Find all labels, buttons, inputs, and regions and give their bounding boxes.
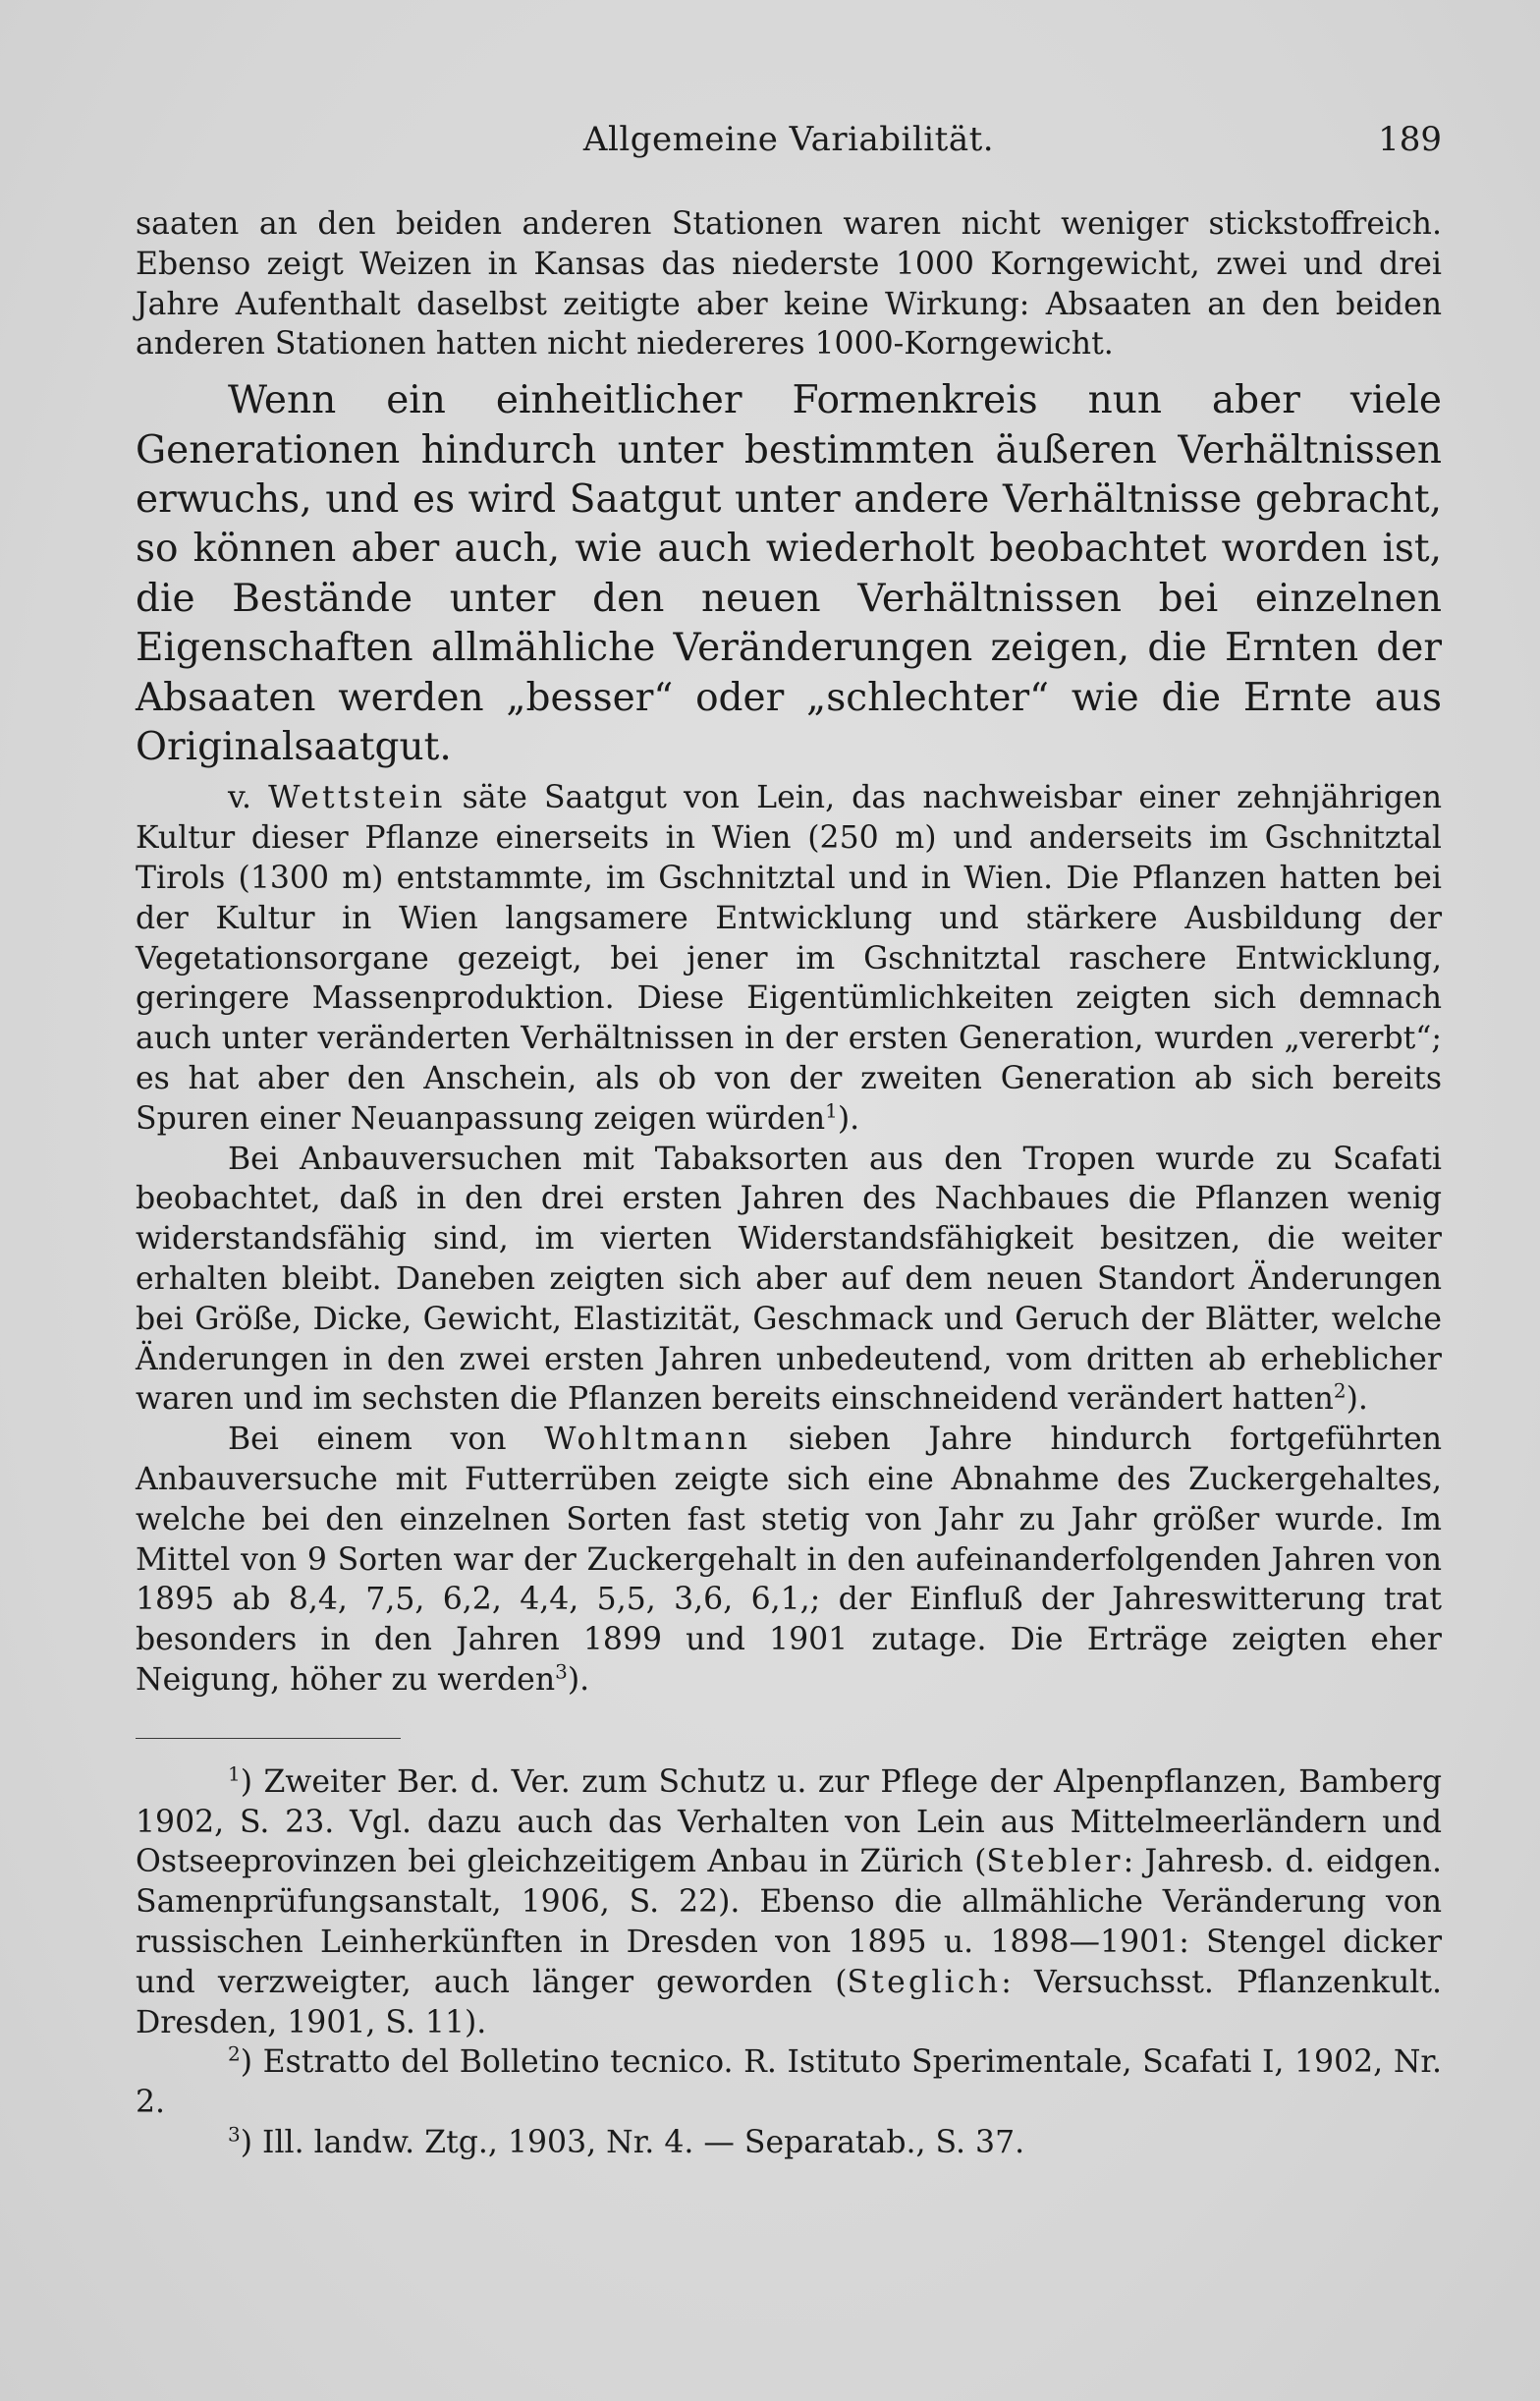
footnote-text: ) Estratto del Bolletino tecnico. R. Istituto Sperimentale, Scafati I, 1902, Nr. 2.	[136, 2044, 1442, 2121]
paragraph-prefix: v.	[228, 780, 252, 816]
author-name-wettstein: Wettstein	[268, 780, 446, 816]
paragraph-end: ).	[567, 1661, 590, 1698]
paragraph-wohltmann	[136, 1420, 1442, 1701]
paragraph-end: ).	[1346, 1381, 1368, 1418]
footnote-text: : Versuchsst. Pflanzenkult. Dresden, 1901, S. 11).	[136, 1964, 1442, 2040]
paragraph-tabak	[136, 1140, 1442, 1421]
page-content	[136, 116, 1442, 2163]
paragraph-text: Bei Anbauversuchen mit Tabaksorten aus den Tropen wurde zu Scafati beobachtet, daß in den drei ersten Jahren des Nachbaues die Pflanzen wenig widerstandsfähig sind, im vierten Widerstandsfähigkeit besitzen, die weiter erhalten bleibt. Daneben zeigten sich aber auf dem neuen Standort Änderungen bei Größe, Dicke, Gewicht, Elastizität, Geschmack und Geruch der Blätter, welche Änderungen in den zwei ersten Jahren unbedeutend, vom dritten ab erheblicher waren und im sechsten die Pflanzen bereits einschneidend verändert hatten	[136, 1141, 1442, 1418]
running-title: Allgemeine Variabilität.	[582, 120, 995, 159]
paragraph-text: säte Saatgut von Lein, das nachweisbar einer zehnjährigen Kultur dieser Pflanze einerseits in Wien (250 m) und anderseits im Gschnitztal Tirols (1300 m) entstammte, im Gschnitztal und in Wien. Die Pflanzen hatten bei der Kultur in Wien langsamere Entwicklung und stärkere Ausbildung der Vegetationsorgane gezeigt, bei jener im Gschnitztal raschere Entwicklung, geringere Massenproduktion. Diese Eigentümlichkeiten zeigten sich demnach auch unter veränderten Verhältnissen in der ersten Generation, wurden „vererbt“; es hat aber den Anschein, als ob von der zweiten Generation ab sich bereits Spuren einer Neuanpassung zeigen würden	[136, 780, 1442, 1137]
paragraph-text: sieben Jahre hindurch fortgeführten Anbauversuche mit Futterrüben zeigte sich eine Abnahme des Zuckergehaltes, welche bei den einzelnen Sorten fast stetig von Jahr zu Jahr größer wurde. Im Mittel von 9 Sorten war der Zuckergehalt in den aufeinanderfolgenden Jahren von 1895 ab 8,4, 7,5, 6,2, 4,4, 5,5, 3,6, 6,1,; der Einfluß der Jahreswitterung trat besonders in den Jahren 1899 und 1901 zutage. Die Erträge zeigten eher Neigung, höher zu werden	[136, 1422, 1442, 1698]
footnote-marker-3: 3	[228, 2122, 241, 2147]
footnote-reference-2[interactable]: 2	[1333, 1378, 1347, 1403]
paragraph-main: Wenn ein einheitlicher Formenkreis nun aber viele Generationen hindurch unter bestimmten äußeren Verhältnissen erwuchs, und es wird Saatgut unter andere Verhältnisse gebracht, so können aber auch, wie auch wiederholt beobachtet worden ist, die Bestände unter den neuen Verhältnissen bei einzelnen Eigenschaften allmähliche Veränderungen zeigen, die Ernten der Absaaten werden „besser“ oder „schlechter“ wie die Ernte aus Originalsaatgut.	[136, 378, 1442, 770]
author-name-wohltmann: Wohltmann	[544, 1422, 751, 1458]
footnote-text: ) Zweiter Ber. d. Ver. zum Schutz u. zur Pflege der Alpenpflanzen, Bamberg 1902, S. 23. Vgl. dazu auch das Verhalten von Lein aus Mittelmeerländern und Ostseeprovinzen bei gleichzeitigem Anbau in Zürich (	[136, 1763, 1442, 1880]
paragraph-end: ).	[837, 1100, 860, 1137]
paragraph-continuation: saaten an den beiden anderen Stationen waren nicht weniger stickstoffreich. Ebenso zeigt Weizen in Kansas das niederste 1000 Korngewicht, zwei und drei Jahre Aufenthalt daselbst zeitigte aber keine Wirkung: Absaaten an den beiden anderen Stationen hatten nicht niedereres 1000-Korngewicht.	[136, 206, 1442, 363]
footnote-reference-3[interactable]: 3	[555, 1659, 568, 1684]
footnote-marker-2: 2	[228, 2041, 241, 2066]
footnote-text: : Jahresb. d. eidgen. Samenprüfungsanstalt, 1906, S. 22). Ebenso die allmähliche Veränderung von russischen Leinherkünften in Dresden von 1895 u. 1898—1901: Stengel dicker und verzweigter, auch länger geworden (	[136, 1844, 1442, 2000]
footnote-3	[136, 2123, 1442, 2163]
footnote-separator	[136, 1738, 401, 1739]
page-header	[136, 116, 1442, 171]
author-name-stebler: Stebler	[986, 1844, 1124, 1880]
paragraph-prefix: Bei einem von	[228, 1422, 507, 1458]
footnote-2	[136, 2042, 1442, 2123]
author-name-steglich: Steglich	[847, 1964, 1002, 2000]
footnote-1	[136, 1762, 1442, 2043]
footnote-text: ) Ill. landw. Ztg., 1903, Nr. 4. — Separatab., S. 37.	[240, 2124, 1025, 2160]
paragraph-wettstein	[136, 778, 1442, 1139]
footnote-marker-1: 1	[228, 1761, 241, 1786]
page-number: 189	[1378, 120, 1442, 159]
footnote-reference-1[interactable]: 1	[825, 1098, 838, 1123]
